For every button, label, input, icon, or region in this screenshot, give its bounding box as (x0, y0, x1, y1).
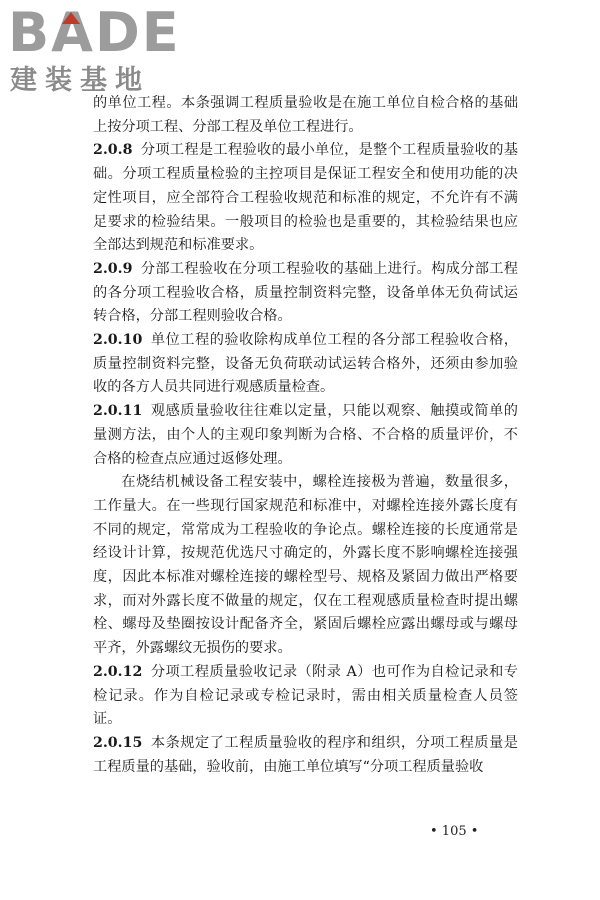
page-body (93, 92, 518, 779)
clause-number: 2.0.11 (93, 403, 143, 420)
logo-subtitle: 建装基地 (10, 65, 150, 96)
clause-number: 2.0.9 (93, 260, 133, 277)
clause-text: 观感质量验收往往难以定量，只能以观察、触摸或简单的量测方法，由个人的主观印象判断为合格、不合格的质量评价，不合格的检查点应通过返修处理。 (93, 403, 518, 467)
logo-accent-mark (62, 12, 80, 24)
clause-number: 2.0.15 (93, 734, 143, 751)
clause-number: 2.0.8 (93, 142, 133, 159)
clause-number: 2.0.12 (93, 663, 143, 680)
clause-number: 2.0.10 (93, 332, 143, 349)
clause-2-0-10 (93, 329, 518, 400)
clause-text: 本条规定了工程质量验收的程序和组织，分项工程质量是工程质量的基础，验收前，由施工单位填写“分项工程质量验收 (93, 734, 518, 775)
clause-2-0-15 (93, 732, 518, 779)
clause-2-0-8 (93, 139, 518, 258)
clause-text: 分项工程是工程验收的最小单位，是整个工程质量验收的基础。分项工程质量检验的主控项目是保证工程安全和使用功能的决定性项目，应全部符合工程验收规范和标准的规定，不允许有不满足要求的检验结果。一般项目的检验也是重要的，其检验结果也应全部达到规范和标准要求。 (93, 142, 518, 254)
logo-brand-text: BADE (8, 1, 181, 64)
bade-watermark-logo (8, 1, 181, 98)
clause-text: 分项工程质量验收记录（附录 A）也可作为自检记录和专检记录。作为自检记录或专检记录时，需由相关质量检查人员签证。 (93, 663, 518, 728)
page-number: • 105 • (430, 824, 479, 839)
bolt-paragraph: 在烧结机械设备工程安装中，螺栓连接极为普遍，数量很多，工作量大。在一些现行国家规范和标准中，对螺栓连接外露长度有不同的规定，常常成为工程验收的争论点。螺栓连接的长度通常是经设计计算，按规范优选尺寸确定的，外露长度不影响螺栓连接强度，因此本标准对螺栓连接的螺栓型号、规格及紧固力做出严格要求，而对外露长度不做量的规定，仅在工程观感质量检查时提出螺栓、螺母及垫圈按设计配备齐全，紧固后螺栓应露出螺母或与螺母平齐，外露螺纹无损伤的要求。 (93, 474, 518, 657)
clause-text: 分部工程验收在分项工程验收的基础上进行。构成分部工程的各分项工程验收合格，质量控制资料完整，设备单体无负荷试运转合格，分部工程则验收合格。 (93, 260, 518, 325)
clause-2-0-11 (93, 400, 518, 471)
clause-2-0-12 (93, 661, 518, 732)
clause-2-0-9 (93, 258, 518, 329)
clause-text: 单位工程的验收除构成单位工程的各分部工程验收合格，质量控制资料完整，设备无负荷联动试运转合格外，还须由参加验收的各方人员共同进行观感质量检查。 (93, 332, 518, 396)
lead-paragraph: 的单位工程。本条强调工程质量验收是在施工单位自检合格的基础上按分项工程、分部工程及单位工程进行。 (93, 95, 518, 135)
